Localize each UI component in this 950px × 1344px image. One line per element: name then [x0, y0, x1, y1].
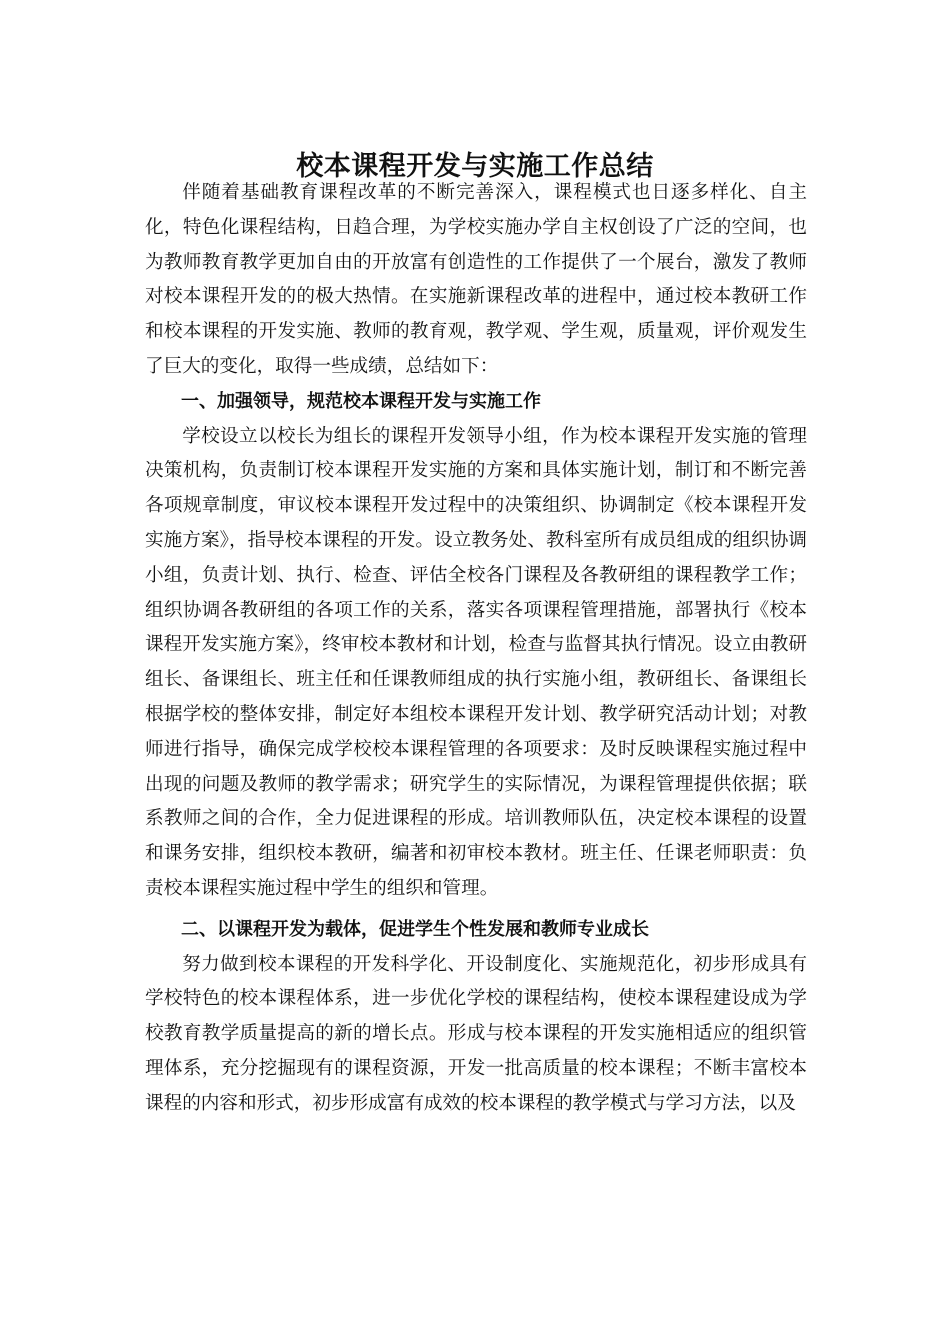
section-2-paragraph: 努力做到校本课程的开发科学化、开设制度化、实施规范化，初步形成具有学校特色的校本课程体系，进一步优化学校的课程结构，使校本课程建设成为学校教育教学质量提高的新的增长点。形成与校本课程的开发实施相适应的组织管理体系，充分挖掘现有的课程资源，开发一批高质量的校本课程；不断丰富校本课程的内容和形式，初步形成富有成效的校本课程的教学模式与学习方法，以及	[145, 953, 807, 1114]
document-title: 校本课程开发与实施工作总结	[296, 151, 654, 183]
section-2-heading: 二、以课程开发为载体，促进学生个性发展和教师专业成长	[181, 918, 649, 940]
intro-paragraph: 伴随着基础教育课程改革的不断完善深入，课程模式也日逐多样化、自主化，特色化课程结构，日趋合理，为学校实施办学自主权创设了广泛的空间，也为教师教育教学更加自由的开放富有创造性的工作提供了一个展台，激发了教师对校本课程开发的的极大热情。在实施新课程改革的进程中，通过校本教研工作和校本课程的开发实施、教师的教育观，教学观、学生观，质量观，评价观发生了巨大的变化，取得一些成绩，总结如下：	[145, 182, 807, 377]
document-body	[145, 176, 807, 1122]
section-1-paragraph: 学校设立以校长为组长的课程开发领导小组，作为校本课程开发实施的管理决策机构，负责制订校本课程开发实施的方案和具体实施计划，制订和不断完善各项规章制度，审议校本课程开发过程中的决策组织、协调制定《校本课程开发实施方案》，指导校本课程的开发。设立教务处、教科室所有成员组成的组织协调小组，负责计划、执行、检查、评估全校各门课程及各教研组的课程教学工作；组织协调各教研组的各项工作的关系，落实各项课程管理措施，部署执行《校本课程开发实施方案》，终审校本教材和计划，检查与监督其执行情况。设立由教研组长、备课组长、班主任和任课教师组成的执行实施小组，教研组长、备课组长根据学校的整体安排，制定好本组校本课程开发计划、教学研究活动计划；对教师进行指导，确保完成学校校本课程管理的各项要求：及时反映课程实施过程中出现的问题及教师的教学需求；研究学生的实际情况，为课程管理提供依据；联系教师之间的合作，全力促进课程的形成。培训教师队伍，决定校本课程的设置和课务安排，组织校本教研，编著和初审校本教材。班主任、任课老师职责：负责校本课程实施过程中学生的组织和管理。	[145, 425, 807, 899]
section-1-heading: 一、加强领导，规范校本课程开发与实施工作	[181, 390, 541, 412]
